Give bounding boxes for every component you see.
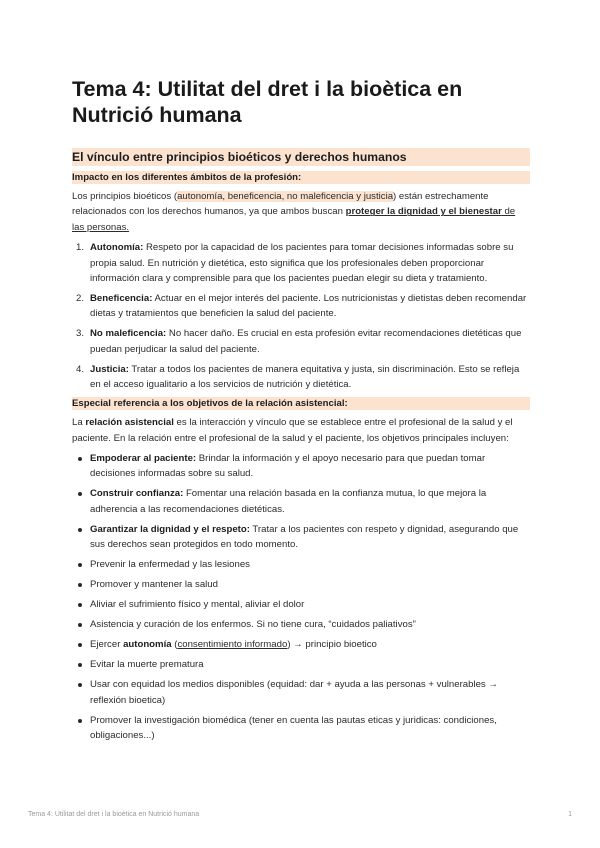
subheading-relationship: Especial referencia a los objetivos de la relación asistencial:	[72, 397, 530, 410]
highlighted-principles: autonomía, beneficencia, no maleficencia y justicia	[177, 191, 394, 202]
list-item: Promover y mantener la salud	[72, 577, 530, 592]
intro-paragraph: Los principios bioéticos (autonomía, beneficencia, no maleficencia y justicia) están estrechamente relacionados con los derechos humanos, ya que ambos buscan proteger la dignidad y el bienestar de las personas.	[72, 191, 516, 233]
list-item: Empoderar al paciente: Brindar la información y el apoyo necesario para que puedan tomar decisiones informadas sobre su salud.	[72, 451, 530, 482]
bullet-icon	[78, 663, 82, 667]
bullet-icon	[78, 492, 82, 496]
list-item: 1. Autonomía: Respeto por la capacidad de los pacientes para tomar decisiones informadas sobre su propia salud. En nutrición y dietética, esto significa que los profesionales deben proporcionar información clara y comprensible para que los pacientes puedan elegir su dieta y tratamiento.	[76, 242, 514, 285]
page-footer	[28, 811, 572, 818]
bullet-icon	[78, 623, 82, 627]
bullet-icon	[78, 643, 82, 647]
bullet-icon	[78, 528, 82, 532]
list-item: 4. Justicia: Tratar a todos los pacientes de manera equitativa y justa, sin discriminación. Esto se refleja en el acceso igualitario a los servicios de nutrición y dietética.	[76, 363, 520, 391]
list-item: Garantizar la dignidad y el respeto: Tratar a los pacientes con respeto y dignidad, asegurando que sus derechos sean protegidos en todo momento.	[72, 522, 530, 553]
bullet-icon	[78, 457, 82, 461]
list-item: Prevenir la enfermedad y las lesiones	[72, 557, 530, 572]
bullet-icon	[78, 583, 82, 587]
section-heading: El vínculo entre principios bioéticos y derechos humanos	[72, 148, 530, 166]
underlined-phrase: proteger la dignidad y el bienestar	[345, 206, 502, 218]
list-item: Promover la investigación biomédica (tener en cuenta las pautas eticas y juridicas: condiciones, obligaciones...)	[72, 713, 530, 744]
bullet-icon	[78, 603, 82, 607]
bullet-icon	[78, 563, 82, 567]
list-item: Usar con equidad los medios disponibles (equidad: dar + ayuda a las personas + vulnerables → reflexión bioetica)	[72, 677, 530, 708]
page-title: Tema 4: Utilitat del dret i la bioètica en Nutrició humana	[72, 77, 463, 127]
relationship-paragraph: La relación asistencial es la interacción y vínculo que se establece entre el profesional de la salud y el paciente. En la relación entre el profesional de la salud y el paciente, los objetivos principales incluyen:	[72, 417, 513, 444]
list-item: Ejercer autonomía (consentimiento informado) → principio bioetico	[72, 637, 530, 652]
list-item: Evitar la muerte prematura	[72, 657, 530, 672]
list-item: Asistencia y curación de los enfermos. Si no tiene cura, “cuidados paliativos”	[72, 617, 530, 632]
objectives-list	[72, 451, 530, 743]
list-item: Aliviar el sufrimiento físico y mental, aliviar el dolor	[72, 597, 530, 612]
footer-title: Tema 4: Utilitat del dret i la bioètica en Nutrició humana	[28, 811, 200, 818]
document-page	[72, 76, 530, 748]
list-item: 2. Beneficencia: Actuar en el mejor interés del paciente. Los nutricionistas y dietistas deben recomendar dietas y tratamientos que beneficien la salud del paciente.	[76, 293, 527, 320]
list-item: 3. No maleficencia: No hacer daño. Es crucial en esta profesión evitar recomendaciones dietéticas que puedan perjudicar la salud del paciente.	[76, 328, 522, 355]
list-item: Construir confianza: Fomentar una relación basada en la confianza mutua, lo que mejora la adherencia a las recomendaciones dietéticas.	[72, 486, 530, 517]
principles-list	[72, 240, 530, 392]
subheading-impact: Impacto en los diferentes ámbitos de la profesión:	[72, 171, 530, 184]
bullet-icon	[78, 719, 82, 723]
page-number: 1	[568, 811, 572, 818]
bullet-icon	[78, 683, 82, 687]
